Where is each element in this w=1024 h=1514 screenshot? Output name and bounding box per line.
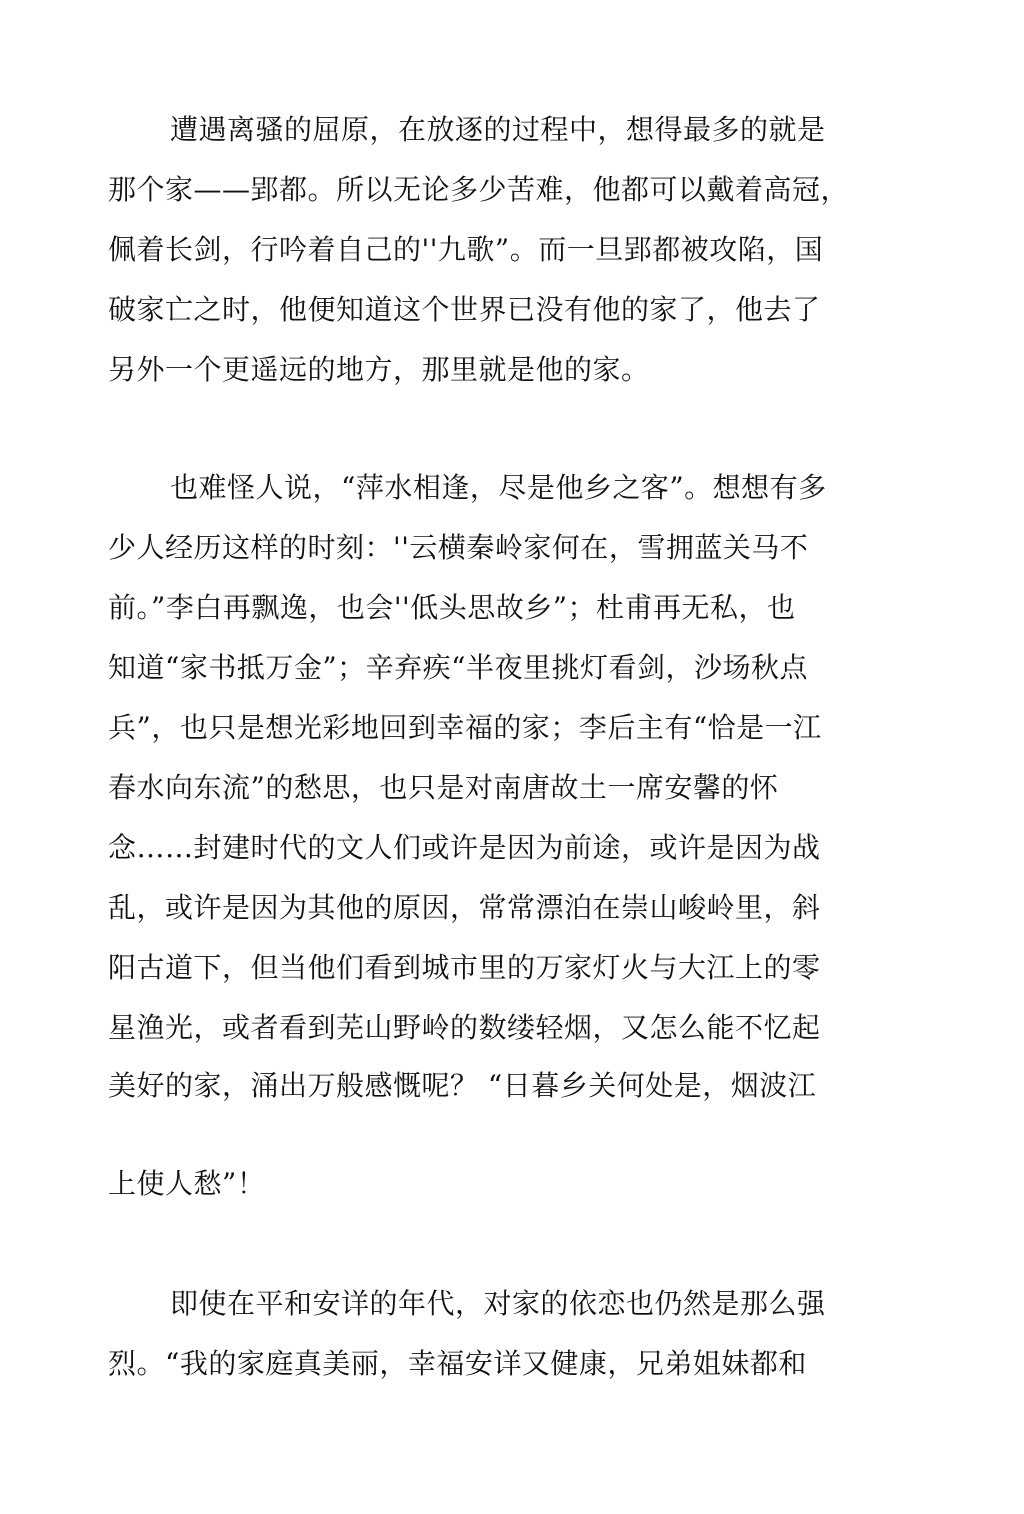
paragraph-2-line-3: 前。”李白再飘逸，也会''低头思故乡”；杜甫再无私，也 <box>108 591 796 624</box>
paragraph-2-line-1: 也难怪人说，“萍水相逢，尽是他乡之客”。想想有多 <box>170 471 827 504</box>
paragraph-2-line-2: 少人经历这样的时刻：''云横秦岭家何在，雪拥蓝关马不 <box>108 531 809 564</box>
paragraph-1-line-2: 那个家——郢都。所以无论多少苦难，他都可以戴着高冠， <box>108 173 850 206</box>
paragraph-3-line-1: 即使在平和安详的年代，对家的依恋也仍然是那么强 <box>170 1287 826 1320</box>
paragraph-2-line-8: 乱，或许是因为其他的原因，常常漂泊在崇山峻岭里，斜 <box>108 891 821 924</box>
paragraph-2-line-12: 上使人愁”！ <box>108 1167 266 1200</box>
paragraph-2-line-11: 美好的家，涌出万般感慨呢？ “日暮乡关何处是，烟波江 <box>108 1069 817 1102</box>
paragraph-3-line-2: 烈。“我的家庭真美丽，幸福安详又健康，兄弟姐妹都和 <box>108 1347 807 1380</box>
paragraph-2-line-7: 念……封建时代的文人们或许是因为前途，或许是因为战 <box>108 831 821 864</box>
paragraph-2-line-10: 星渔光，或者看到芜山野岭的数缕轻烟，又怎么能不忆起 <box>108 1011 821 1044</box>
paragraph-2-line-5: 兵”，也只是想光彩地回到幸福的家；李后主有“恰是一江 <box>108 711 822 744</box>
paragraph-2-line-9: 阳古道下，但当他们看到城市里的万家灯火与大江上的零 <box>108 951 821 984</box>
paragraph-2-line-6: 春水向东流”的愁思，也只是对南唐故土一席安馨的怀 <box>108 771 779 804</box>
paragraph-1-line-3: 佩着长剑，行吟着自己的''九歌”。而一旦郢都被攻陷，国 <box>108 233 824 266</box>
paragraph-2-line-4: 知道“家书抵万金”；辛弃疾“半夜里挑灯看剑，沙场秋点 <box>108 651 808 684</box>
paragraph-1-line-5: 另外一个更遥远的地方，那里就是他的家。 <box>108 353 650 386</box>
paragraph-1-line-4: 破家亡之时，他便知道这个世界已没有他的家了，他去了 <box>108 293 821 326</box>
paragraph-1-line-1: 遭遇离骚的屈原，在放逐的过程中，想得最多的就是 <box>170 113 826 146</box>
